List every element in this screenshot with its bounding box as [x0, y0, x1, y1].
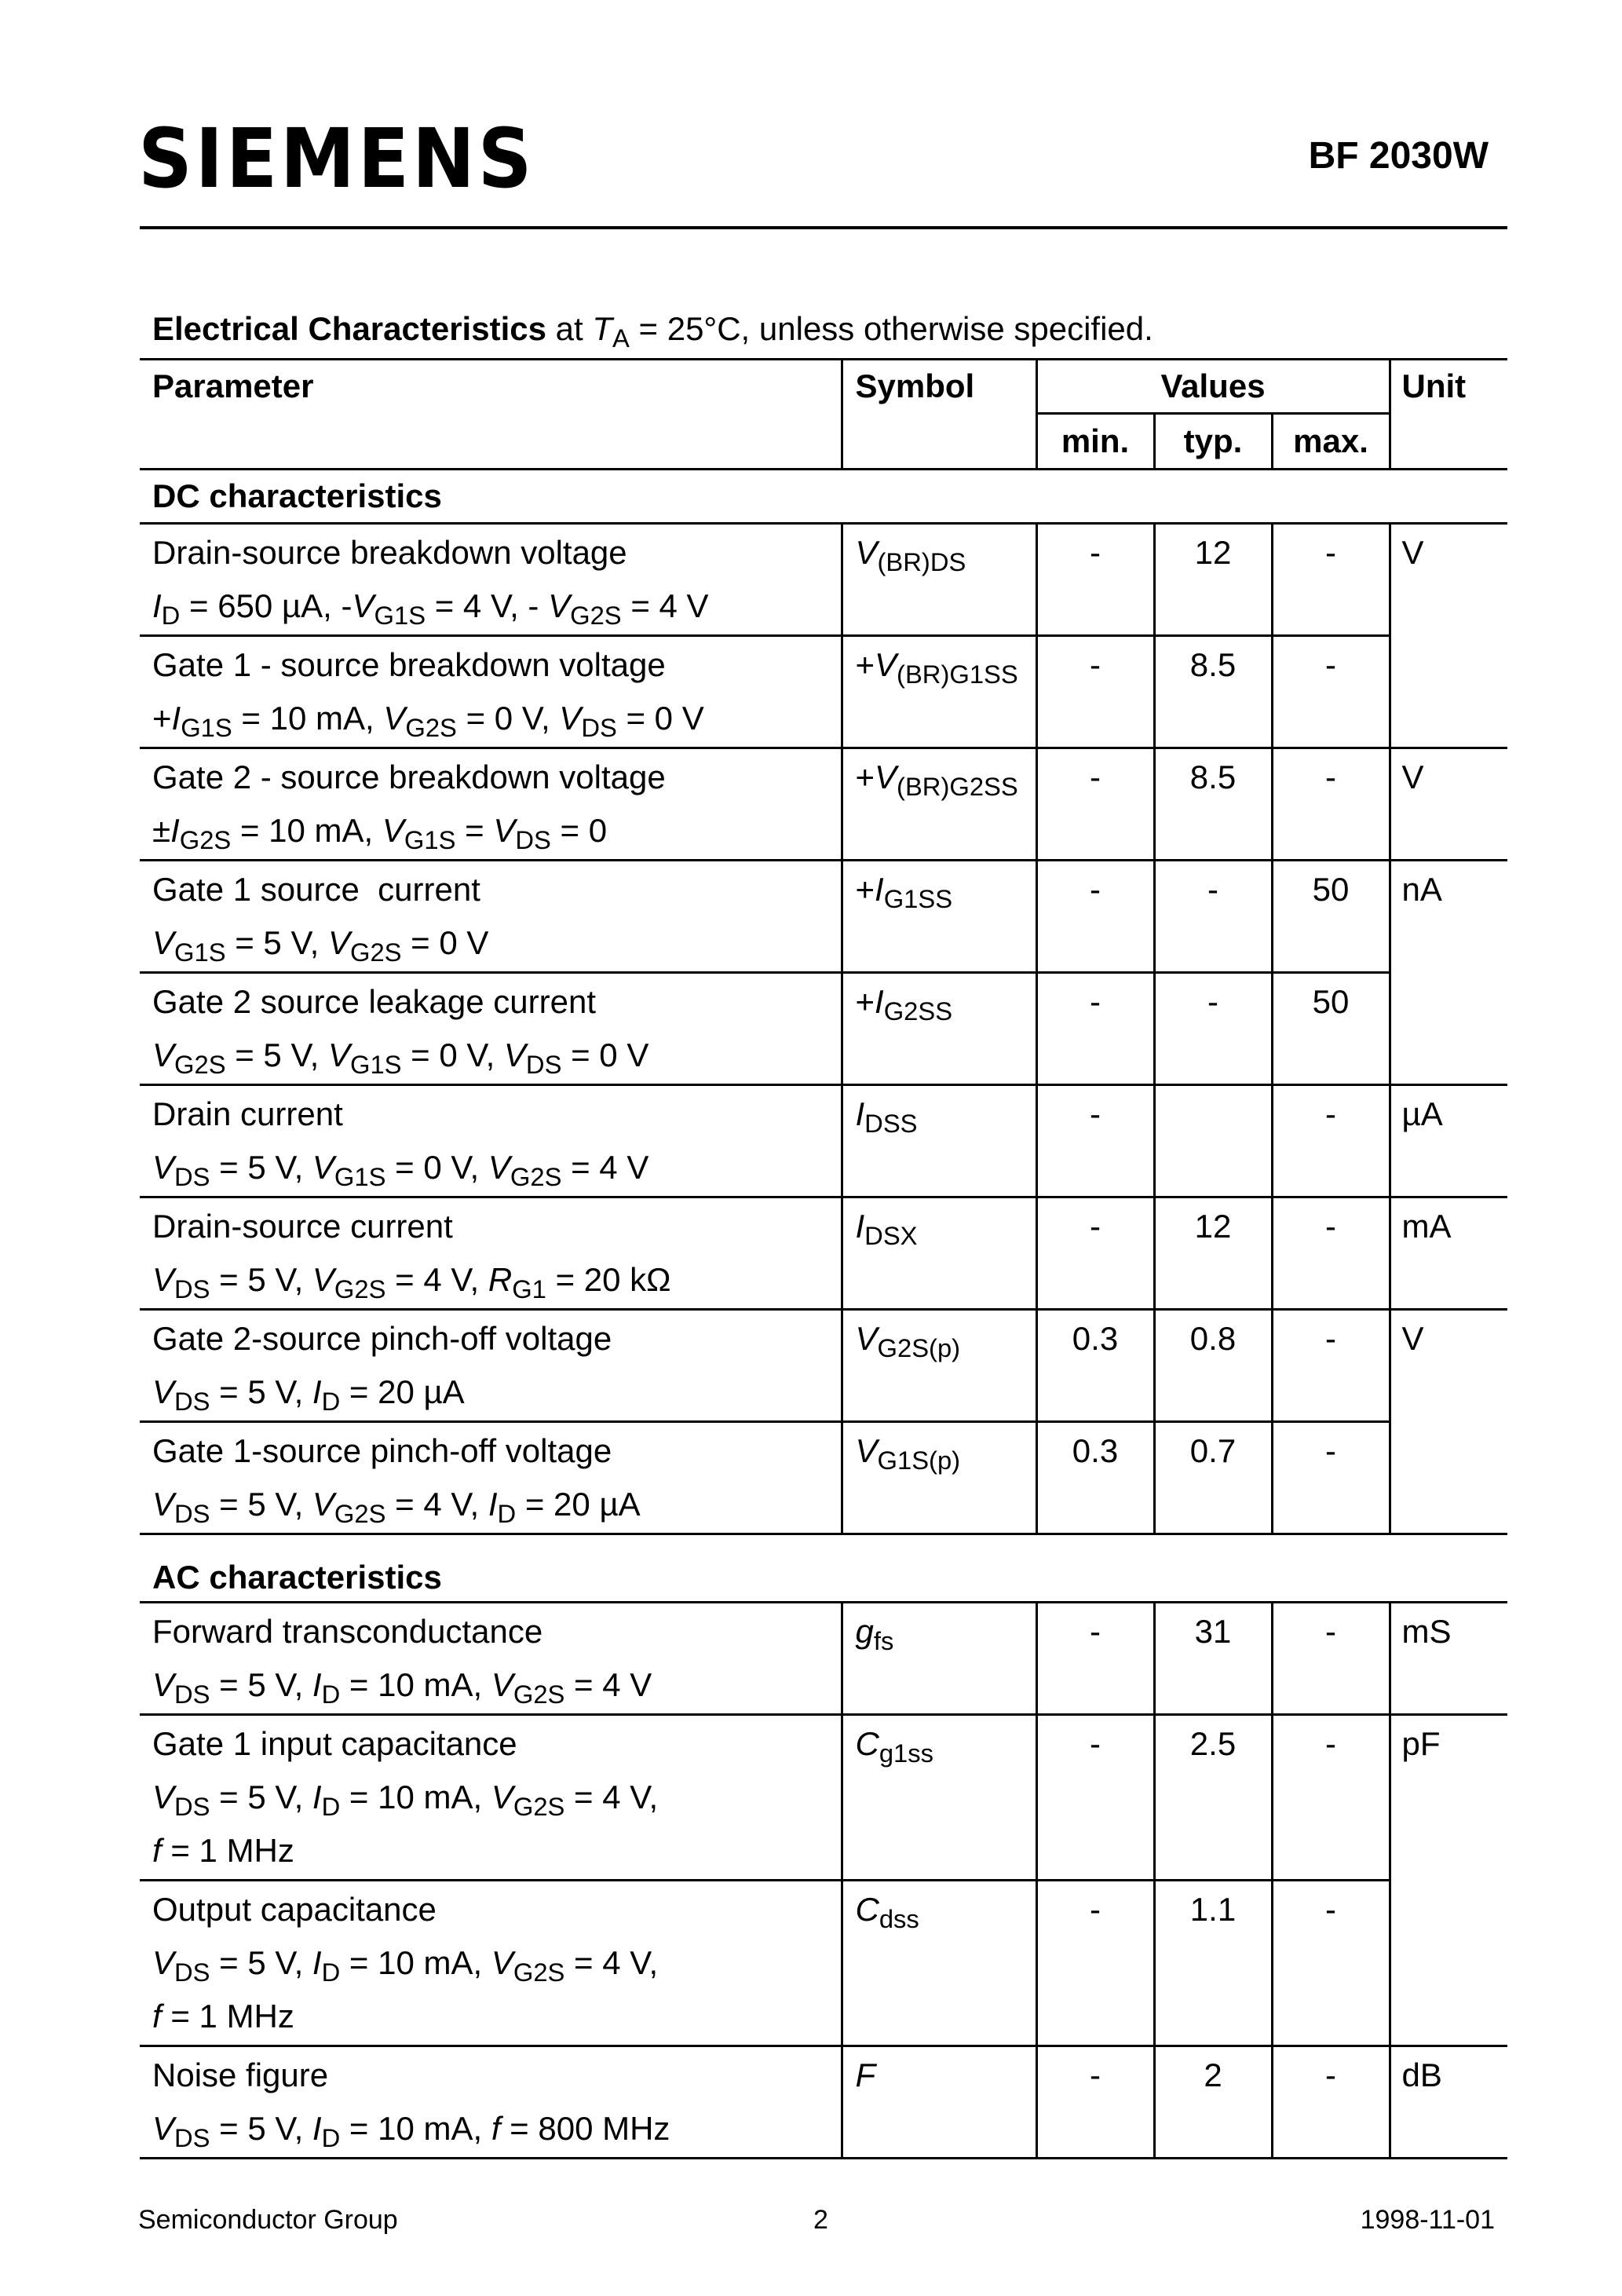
table-row	[140, 1881, 1507, 2046]
max-cell: -	[1272, 636, 1390, 748]
table-row	[140, 1197, 1507, 1310]
param-cell	[140, 748, 842, 861]
param-condition: $+I_{G1S} = 10$ mA, $V_{G2S} = 0$ V, $V_{DS} = 0$ V	[152, 700, 704, 743]
max-cell: -	[1272, 1422, 1390, 1534]
part-number: BF 2030W	[1308, 135, 1489, 177]
typ-cell: 0.8	[1154, 1310, 1272, 1422]
param-cell	[140, 1603, 842, 1715]
min-cell: -	[1036, 1881, 1154, 2046]
max-cell: -	[1272, 1310, 1390, 1422]
unit-cell: µA	[1390, 1085, 1507, 1197]
unit-cell: V	[1390, 1310, 1507, 1422]
param-condition: $V_{DS} = 5$ V, $I_D = 10$ mA, $V_{G2S} = 4$ V,	[152, 1779, 659, 1822]
param-name: Drain current	[152, 1095, 343, 1132]
min-cell: -	[1036, 2046, 1154, 2159]
param-cell	[140, 1422, 842, 1534]
header-parameter: Parameter	[140, 360, 842, 470]
param-cell	[140, 524, 842, 636]
typ-cell: 31	[1154, 1603, 1272, 1715]
symbol-cell: $I_{DSX}$	[842, 1197, 1036, 1310]
title-ta: T	[592, 310, 612, 347]
param-name: Gate 1 input capacitance	[152, 1725, 517, 1762]
min-cell: -	[1036, 1085, 1154, 1197]
symbol-cell: $V_{(BR)DS}$	[842, 524, 1036, 636]
unit-cell: V	[1390, 748, 1507, 861]
header-row-1	[140, 360, 1507, 414]
table-row	[140, 973, 1507, 1085]
table-row	[140, 524, 1507, 636]
param-cell	[140, 1197, 842, 1310]
param-name: Gate 1-source pinch-off voltage	[152, 1432, 612, 1469]
max-cell: -	[1272, 748, 1390, 861]
unit-cell	[1390, 973, 1507, 1085]
param-cell	[140, 1881, 842, 2046]
symbol-cell: $+I_{G1SS}$	[842, 861, 1036, 973]
footer-date: 1998-11-01	[1360, 2205, 1495, 2235]
header-max: max.	[1272, 414, 1390, 470]
param-condition: $V_{DS} = 5$ V, $V_{G2S} = 4$ V, $R_{G1} = 20$ kΩ	[152, 1261, 671, 1304]
min-cell: -	[1036, 636, 1154, 748]
ac-section-title: AC characteristics	[140, 1534, 1507, 1603]
unit-cell	[1390, 1881, 1507, 2046]
param-cell	[140, 1715, 842, 1881]
symbol-cell: $I_{DSS}$	[842, 1085, 1036, 1197]
header-unit: Unit	[1390, 360, 1507, 470]
footer-page-number: 2	[813, 2205, 828, 2235]
footer-left: Semiconductor Group	[138, 2205, 398, 2235]
header-symbol: Symbol	[842, 360, 1036, 470]
max-cell: -	[1272, 1197, 1390, 1310]
param-name: Gate 1 source current	[152, 871, 480, 908]
max-cell: -	[1272, 1085, 1390, 1197]
table-row	[140, 1715, 1507, 1881]
param-condition: $V_{DS} = 5$ V, $I_D = 10$ mA, f = 800 MHz	[152, 2110, 670, 2153]
table-title	[152, 310, 1153, 353]
typ-cell: 8.5	[1154, 748, 1272, 861]
dc-section-row	[140, 470, 1507, 524]
title-ta-sub: A	[612, 324, 630, 353]
typ-cell: 0.7	[1154, 1422, 1272, 1534]
symbol-cell: $V_{G2S(p)}$	[842, 1310, 1036, 1422]
symbol-cell: $+V_{(BR)G1SS}$	[842, 636, 1036, 748]
unit-cell: dB	[1390, 2046, 1507, 2159]
min-cell: -	[1036, 748, 1154, 861]
max-cell: -	[1272, 2046, 1390, 2159]
max-cell: 50	[1272, 861, 1390, 973]
typ-cell: 2	[1154, 2046, 1272, 2159]
min-cell: 0.3	[1036, 1310, 1154, 1422]
siemens-logo: SIEMENS	[138, 111, 535, 207]
param-name: Drain-source current	[152, 1208, 453, 1245]
table-row	[140, 1422, 1507, 1534]
param-name: Output capacitance	[152, 1891, 437, 1928]
symbol-cell: $g_{fs}$	[842, 1603, 1036, 1715]
table-row	[140, 1603, 1507, 1715]
min-cell: -	[1036, 973, 1154, 1085]
param-cell	[140, 861, 842, 973]
symbol-cell: F	[842, 2046, 1036, 2159]
unit-cell	[1390, 1422, 1507, 1534]
param-condition: $V_{DS} = 5$ V, $V_{G1S} = 0$ V, $V_{G2S} = 4$ V	[152, 1149, 649, 1192]
symbol-cell: $V_{G1S(p)}$	[842, 1422, 1036, 1534]
max-cell: -	[1272, 1715, 1390, 1881]
symbol-cell: $C_{g1ss}$	[842, 1715, 1036, 1881]
header-values: Values	[1036, 360, 1390, 414]
typ-cell: 1.1	[1154, 1881, 1272, 2046]
title-condition: = 25°C, unless otherwise specified.	[629, 310, 1153, 347]
param-name: Noise figure	[152, 2057, 329, 2093]
unit-cell: mS	[1390, 1603, 1507, 1715]
max-cell: -	[1272, 1603, 1390, 1715]
param-condition-2: f = 1 MHz	[152, 1832, 294, 1869]
header-min: min.	[1036, 414, 1154, 470]
title-at: at	[546, 310, 593, 347]
min-cell: -	[1036, 861, 1154, 973]
param-condition: $V_{DS} = 5$ V, $I_D = 10$ mA, $V_{G2S} = 4$ V	[152, 1666, 652, 1709]
typ-cell: 2.5	[1154, 1715, 1272, 1881]
min-cell: -	[1036, 1715, 1154, 1881]
header-typ: typ.	[1154, 414, 1272, 470]
unit-cell: mA	[1390, 1197, 1507, 1310]
min-cell: 0.3	[1036, 1422, 1154, 1534]
param-condition: $\pm I_{G2S} = 10$ mA, $V_{G1S} = V_{DS} = 0$	[152, 812, 608, 855]
param-name: Gate 2 source leakage current	[152, 983, 596, 1020]
param-condition: $V_{G2S} = 5$ V, $V_{G1S} = 0$ V, $V_{DS} = 0$ V	[152, 1036, 649, 1080]
typ-cell: 12	[1154, 524, 1272, 636]
param-condition: $I_D = 650$ µA, $-V_{G1S} = 4$ V, - $V_{G2S} = 4$ V	[152, 587, 709, 631]
max-cell: -	[1272, 524, 1390, 636]
electrical-characteristics-table	[140, 358, 1507, 2159]
param-name: Drain-source breakdown voltage	[152, 534, 627, 571]
ac-section-row	[140, 1534, 1507, 1603]
min-cell: -	[1036, 1603, 1154, 1715]
param-condition: $V_{DS} = 5$ V, $V_{G2S} = 4$ V, $I_D = 20$ µA	[152, 1486, 641, 1529]
param-cell	[140, 2046, 842, 2159]
symbol-cell: $+V_{(BR)G2SS}$	[842, 748, 1036, 861]
unit-cell: V	[1390, 524, 1507, 636]
param-cell	[140, 1085, 842, 1197]
param-cell	[140, 1310, 842, 1422]
param-condition: $V_{G1S} = 5$ V, $V_{G2S} = 0$ V	[152, 924, 489, 967]
param-cell	[140, 973, 842, 1085]
param-condition: $V_{DS} = 5$ V, $I_D = 20$ µA	[152, 1373, 465, 1417]
typ-cell: -	[1154, 973, 1272, 1085]
param-condition-2: f = 1 MHz	[152, 1998, 294, 2035]
typ-cell: 12	[1154, 1197, 1272, 1310]
header-rule	[140, 226, 1507, 229]
symbol-cell: $+I_{G2SS}$	[842, 973, 1036, 1085]
min-cell: -	[1036, 524, 1154, 636]
min-cell: -	[1036, 1197, 1154, 1310]
unit-cell	[1390, 636, 1507, 748]
table-row	[140, 861, 1507, 973]
param-name: Gate 1 - source breakdown voltage	[152, 646, 666, 683]
table-row	[140, 1310, 1507, 1422]
table-row	[140, 748, 1507, 861]
table-row	[140, 636, 1507, 748]
unit-cell: pF	[1390, 1715, 1507, 1881]
dc-section-title: DC characteristics	[140, 470, 1507, 524]
typ-cell: 8.5	[1154, 636, 1272, 748]
max-cell: 50	[1272, 973, 1390, 1085]
param-cell	[140, 636, 842, 748]
table-title-bold: Electrical Characteristics	[152, 310, 546, 347]
table-row	[140, 1085, 1507, 1197]
unit-cell: nA	[1390, 861, 1507, 973]
param-condition: $V_{DS} = 5$ V, $I_D = 10$ mA, $V_{G2S} = 4$ V,	[152, 1944, 659, 1987]
param-name: Gate 2-source pinch-off voltage	[152, 1320, 612, 1357]
param-name: Gate 2 - source breakdown voltage	[152, 759, 666, 795]
max-cell: -	[1272, 1881, 1390, 2046]
param-name: Forward transconductance	[152, 1613, 543, 1650]
symbol-cell: $C_{dss}$	[842, 1881, 1036, 2046]
table-row	[140, 2046, 1507, 2159]
typ-cell: -	[1154, 861, 1272, 973]
typ-cell	[1154, 1085, 1272, 1197]
